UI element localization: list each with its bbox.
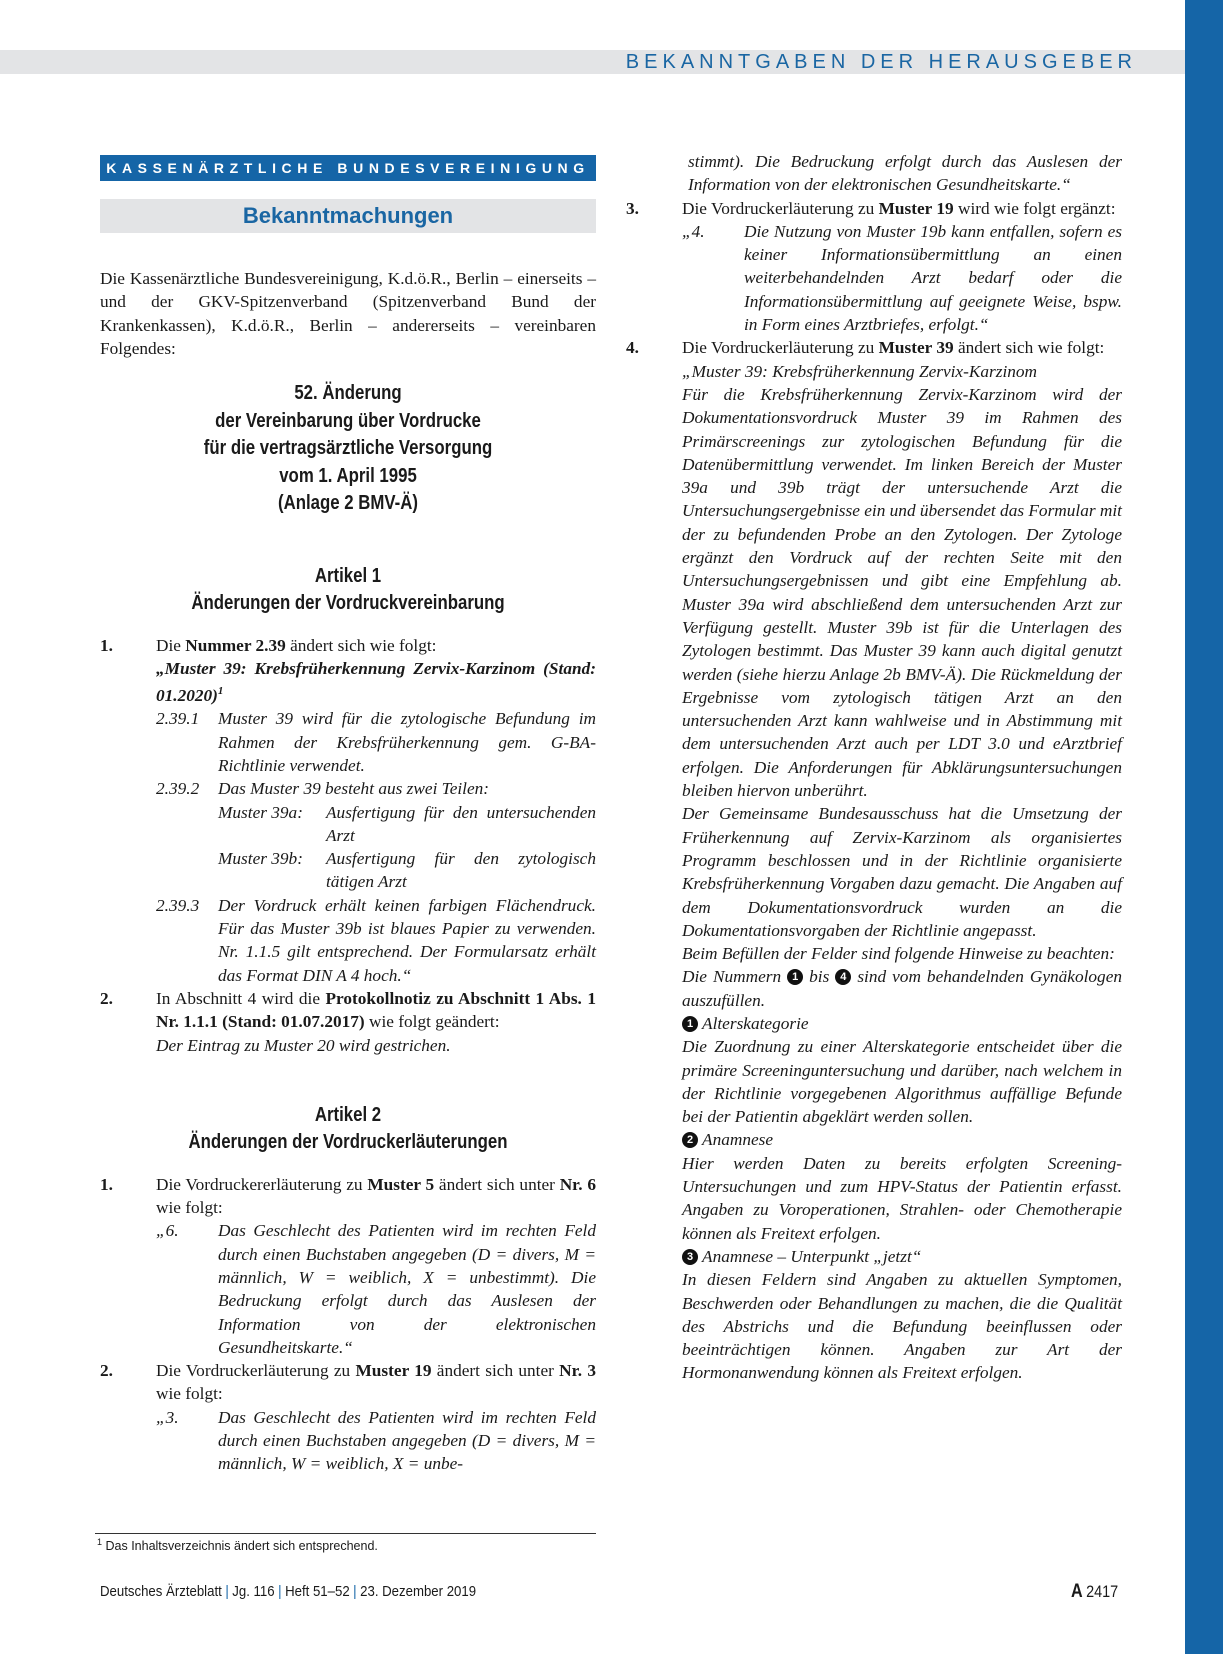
text: Die [156,635,186,655]
quoted-item [156,1219,596,1359]
list-item [100,987,596,1057]
continued-quote [626,150,1122,197]
text: wird wie folgt ergänzt: [953,198,1116,218]
page-value: 2417 [1086,1582,1119,1601]
footnote [97,1537,378,1553]
number-1-icon: 1 [787,969,803,985]
sub-item [156,894,596,987]
article-title: Änderungen der Vordruckvereinbarung [191,592,505,615]
text: ändert sich unter [431,1361,560,1381]
bold-text: Muster 19 [355,1361,432,1381]
sub-text: Ausfertigung für den zytologisch tätigen Arzt [326,849,596,892]
section-title: BEKANNTGABEN DER HERAUSGEBER [625,51,1137,73]
quoted-item [156,1406,596,1476]
text: wie folgt: [156,1384,223,1404]
bekanntmachungen-heading: Bekanntmachungen [100,199,596,233]
side-color-bar [1185,0,1223,1654]
text: Die Vordruckererläuterung zu [156,1174,368,1194]
text: bis [803,967,836,987]
quoted-item [682,220,1122,336]
number-1-icon: 1 [682,1016,698,1032]
article-2-heading [140,1102,557,1157]
item-number: 2. [100,988,113,1008]
bold-text: Muster 5 [367,1174,435,1194]
right-column [626,150,1122,1385]
text: sind vom behandelnden Gynäkologen auszufüllen. [682,967,1122,1010]
title-line: der Vereinbarung über Vordrucke [215,409,481,432]
list-item [626,336,1122,1384]
bold-text: Muster 19 [878,198,954,218]
bold-text: Nr. 3 [559,1361,596,1381]
sub-number: 2.39.2 [156,779,200,799]
quote-number: „6. [156,1221,179,1241]
item-number: 1. [100,1174,113,1194]
item-number: 3. [626,198,639,218]
text: wie folgt: [156,1198,223,1218]
italic-text: Der Eintrag zu Muster 20 wird gestrichen. [156,1035,451,1055]
number-2-icon: 2 [682,1132,698,1148]
article-number: Artikel 1 [314,564,382,587]
sub-text: Ausfertigung für den untersuchenden Arzt [326,802,596,845]
quote-number: „4. [682,221,705,241]
item-number: 4. [626,338,639,358]
sub-text: Muster 39 wird für die zytologische Befundung im Rahmen der Krebsfrüherkennung gem. G-BA-Richtlinie verwendet. [218,709,596,775]
quote-number: „3. [156,1407,179,1427]
document-title [140,380,557,518]
sub-item [156,777,596,800]
volume: Jg. 116 [232,1583,275,1600]
top-band [0,50,1185,74]
list-item [100,1359,596,1475]
paragraph [682,965,1122,1012]
footnote-divider [95,1533,596,1534]
number-3-icon: 3 [682,1249,698,1265]
field-label: Anamnese [702,1130,774,1150]
field-label: Alterskategorie [702,1013,809,1033]
title-line: (Anlage 2 BMV-Ä) [277,492,419,515]
field-heading [682,1012,1122,1035]
muster-39-title: „Muster 39: Krebsfrüherkennung Zervix-Karzinom (Stand: 01.2020) [156,658,596,706]
item-number: 1. [100,635,113,655]
bold-text: Nr. 6 [559,1174,596,1194]
field-heading [682,1128,1122,1151]
text: Die Vordruckerläuterung zu [682,338,879,358]
issue-date: 23. Dezember 2019 [360,1583,477,1600]
muster-39-heading: „Muster 39: Krebsfrüherkennung Zervix-Karzinom [682,361,1038,381]
bold-text: Nummer 2.39 [185,635,286,655]
bold-text: Muster 39 [878,338,954,358]
field-label: Anamnese – Unterpunkt „jetzt“ [702,1246,922,1266]
paragraph: Der Gemeinsame Bundesausschuss hat die Umsetzung der Früherkennung auf Zervix-Karzinom als organisiertes Programm beschlossen und in der Richtlinie organisierte Krebsfrüherkennung Vorgaben dazu gemacht. Die Angaben auf dem Dokumentationsvordruck wurden an die Dokumentationsvorgaben der Richtlinie angepasst. [682,804,1122,940]
quote-text: Das Geschlecht des Patienten wird im rechten Feld durch einen Buchstaben angegeben (D = divers, M = männlich, W = weiblich, X = unbe- [218,1407,596,1474]
sub-label: Muster 39a: [218,802,303,822]
sub-number: 2.39.1 [156,709,200,729]
sub-text: Der Vordruck erhält keinen farbigen Flächendruck. Für das Muster 39b ist blaues Papier zu verwenden. Nr. 1.1.5 gilt entsprechend. Der Formularsatz erhält das Format DIN A 4 hoch.“ [218,895,596,985]
text: In Abschnitt 4 wird die [156,988,326,1008]
item-number: 2. [100,1361,113,1381]
left-column [100,155,596,1476]
sub-sub-item [218,801,596,848]
number-4-icon: 4 [835,969,851,985]
title-line: vom 1. April 1995 [279,464,417,487]
text: Die Nummern [682,967,788,987]
text: ändert sich wie folgt: [285,635,437,655]
page-footer: Deutsches Ärzteblatt | Jg. 116 | Heft 51–52 | 23. Dezember 2019 [100,1583,477,1600]
quote-text: Das Geschlecht des Patienten wird im rechten Feld durch einen Buchstaben angegeben (D = divers, M = männlich, W = weiblich, X = unbestimmt). Die Bedruckung erfolgt durch das Auslesen der Information von der elektronischen Gesundheitskarte.“ [218,1221,596,1357]
quote-text: stimmt). Die Bedruckung erfolgt durch das Auslesen der Information von der elektronischen Gesundheitskarte.“ [688,152,1122,195]
article-1-heading [140,563,557,618]
list-item [100,634,596,987]
sub-label: Muster 39b: [218,849,303,869]
paragraph: Die Zuordnung zu einer Alterskategorie entscheidet über die primäre Screeninguntersuchung und darüber, nach welchem in der Richtlinie vorgegebenen Algorithmus auffällige Befunde bei der Patientin abgeklärt werden sollen. [682,1037,1122,1127]
article-title: Änderungen der Vordruckerläuterungen [188,1131,508,1154]
sub-item [156,707,596,777]
quote-text: Die Nutzung von Muster 19b kann entfallen, sofern es keiner Informationsübermittlung an einen weiterbehandelnden Arzt bedarf oder die Informationsübermittlung auf geeignete Weise, bspw. in Form eines Arztbriefes, erfolgt.“ [744,221,1122,335]
article-2-list [100,1173,596,1476]
paragraph: Beim Befüllen der Felder sind folgende Hinweise zu beachten: [682,944,1115,964]
page-prefix: A [1071,1581,1083,1602]
article-number: Artikel 2 [314,1103,382,1126]
kbv-header: KASSENÄRZTLICHE BUNDESVEREINIGUNG [100,155,596,181]
list-item [100,1173,596,1359]
issue: Heft 51–52 [285,1583,350,1600]
footnote-ref: 1 [217,685,224,698]
field-heading [682,1245,1122,1268]
article-1-list [100,634,596,1057]
sub-number: 2.39.3 [156,895,200,915]
paragraph: In diesen Feldern sind Angaben zu aktuellen Symptomen, Beschwerden oder Behandlungen zu machen, die die Qualität des Abstrichs und die Befundung beeinflussen oder beeinträchtigen können. Angaben zur Art der Hormonanwendung können als Freitext erfolgen. [682,1270,1122,1383]
footnote-text: Das Inhaltsverzeichnis ändert sich entsprechend. [105,1539,378,1554]
paragraph: Hier werden Daten zu bereits erfolgten Screening-Untersuchungen und zum HPV-Status der Patientin erfasst. Angaben zu Voroperationen, Strahlen- oder Chemotherapie können als Freitext erfolgen. [682,1153,1122,1243]
intro-paragraph: Die Kassenärztliche Bundesvereinigung, K.d.ö.R., Berlin – einerseits – und der GKV-Spitzenverband (Spitzenverband Bund der Krankenkassen), K.d.ö.R., Berlin – andererseits – vereinbaren Folgendes: [100,269,596,358]
list-item [626,197,1122,337]
footnote-number: 1 [97,1537,103,1547]
sub-sub-item [218,847,596,894]
text: ändert sich unter [434,1174,560,1194]
text: ändert sich wie folgt: [953,338,1105,358]
title-line: für die vertragsärztliche Versorgung [203,437,493,460]
text: Die Vordruckerläuterung zu [682,198,879,218]
paragraph: Für die Krebsfrüherkennung Zervix-Karzinom wird der Dokumentationsvordruck Muster 39 im Rahmen des Primärscreenings zur zytologischen Befundung für die Datenübermittlung verwendet. Im linken Bereich der Muster 39a und 39b trägt der untersuchende Arzt die Untersuchungsergebnisse ein und übersendet das Formular mit der zu befundenden Probe an den Zytologen. Der Zytologe ergänzt den Vordruck auf der rechten Seite mit den Untersuchungsergebnissen und gibt eine Empfehlung ab. Muster 39a wird abschließend dem untersuchenden Arzt zur Verfügung gestellt. Muster 39b ist für die Unterlagen des Zytologen bestimmt. Das Muster 39 kann auch digital genutzt werden (siehe hierzu Anlage 2b BMV-Ä). Die Rückmeldung der Ergebnisse vom zytologisch tätigen Arzt an den untersuchenden Arzt kann wahlweise und in Abstimmung mit dem untersuchenden Arzt auch per LDT 3.0 und eArztbrief erfolgen. Die Anforderungen für Abklärungsuntersuchungen bleiben hiervon unberührt. [682,384,1122,801]
text: Die Vordruckerläuterung zu [156,1361,356,1381]
text: wie folgt geändert: [364,1012,500,1032]
sub-text: Das Muster 39 besteht aus zwei Teilen: [218,779,490,799]
page-number [1071,1581,1118,1603]
journal-name: Deutsches Ärzteblatt [100,1583,222,1600]
title-line: 52. Änderung [294,382,402,405]
bold-text: Protokollnotiz zu Abschnitt 1 Abs. 1 Nr. 1.1.1 (Stand: 01.07.2017) [156,988,596,1032]
